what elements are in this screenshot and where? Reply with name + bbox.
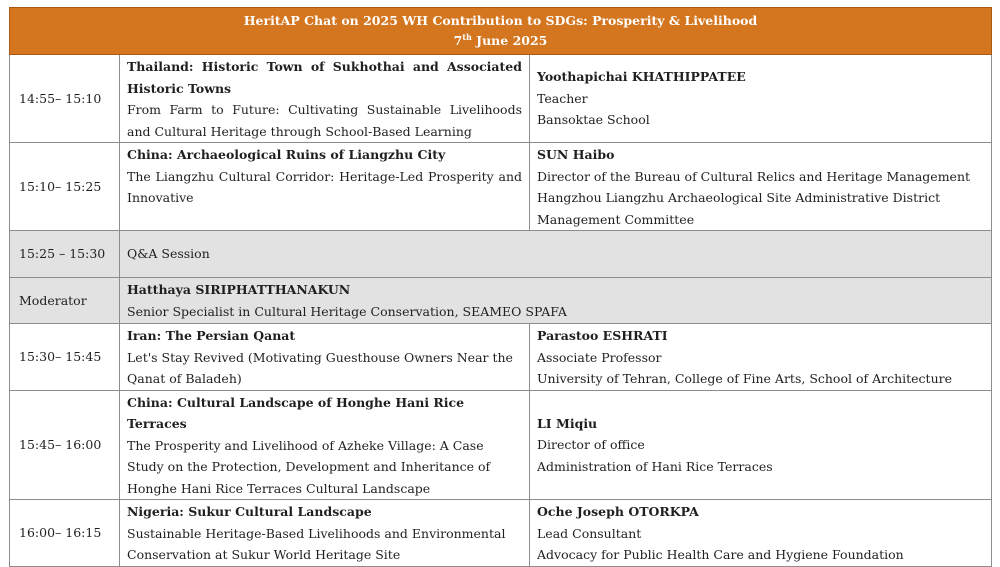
agenda-container	[9, 7, 991, 567]
presentation-cell	[120, 324, 530, 391]
moderator-label: Moderator	[10, 278, 120, 324]
time-slot: 15:30– 15:45	[10, 324, 120, 391]
speaker-org: Administration of Hani Rice Terraces	[537, 458, 773, 474]
talk-title: From Farm to Future: Cultivating Sustainable Livelihoods and Cultural Heritage through School-Based Learning	[127, 102, 522, 139]
speaker-role: Lead Consultant	[537, 525, 642, 541]
talk-title: The Liangzhu Cultural Corridor: Heritage-Led Prosperity and Innovative	[127, 168, 522, 205]
site-title: Iran: The Persian Qanat	[127, 328, 296, 343]
site-title: China: Cultural Landscape of Honghe Hani Rice Terraces	[127, 394, 465, 431]
time-slot: 15:45– 16:00	[10, 390, 120, 500]
time-slot: 15:25 – 15:30	[10, 231, 120, 278]
moderator-cell	[120, 278, 992, 324]
time-slot: 16:00– 16:15	[10, 500, 120, 567]
speaker-name: Oche Joseph OTORKPA	[537, 504, 699, 519]
moderator-name: Hatthaya SIRIPHATTHANAKUN	[127, 282, 351, 297]
speaker-role: Associate Professor	[537, 349, 662, 365]
talk-title: The Prosperity and Livelihood of Azheke Village: A Case Study on the Protection, Development and Inheritance of Honghe Hani Rice Terraces Cultural Landscape	[127, 437, 491, 496]
agenda-table	[9, 7, 992, 567]
speaker-cell	[530, 143, 992, 231]
speaker-role: Director of the Bureau of Cultural Relics and Heritage Management	[537, 168, 971, 184]
time-slot: 15:10– 15:25	[10, 143, 120, 231]
session-row	[10, 390, 992, 500]
header-cell	[10, 8, 992, 55]
speaker-role: Teacher	[537, 90, 588, 106]
speaker-org: Hangzhou Liangzhu Archaeological Site Administrative District Management Committee	[537, 190, 941, 227]
presentation-cell	[120, 390, 530, 500]
speaker-cell	[530, 324, 992, 391]
event-title: HeritAP Chat on 2025 WH Contribution to SDGs: Prosperity & Livelihood	[243, 13, 758, 28]
site-title: Thailand: Historic Town of Sukhothai and Associated Historic Towns	[127, 59, 522, 96]
site-title: China: Archaeological Ruins of Liangzhu City	[127, 147, 446, 162]
speaker-name: LI Miqiu	[537, 415, 598, 431]
speaker-name: SUN Haibo	[537, 147, 615, 162]
talk-title: Let's Stay Revived (Motivating Guesthouse Owners Near the Qanat of Baladeh)	[127, 349, 513, 386]
session-row	[10, 55, 992, 143]
session-row	[10, 143, 992, 231]
speaker-org: Bansoktae School	[537, 112, 650, 128]
speaker-org: University of Tehran, College of Fine Arts, School of Architecture	[537, 371, 952, 386]
speaker-role: Director of office	[537, 437, 645, 452]
session-row	[10, 500, 992, 567]
event-date: 7th June 2025	[453, 31, 548, 48]
qa-row	[10, 231, 992, 278]
speaker-name: Yoothapichai KHATHIPPATEE	[537, 69, 746, 85]
speaker-cell	[530, 500, 992, 567]
moderator-desc: Senior Specialist in Cultural Heritage Conservation, SEAMEO SPAFA	[127, 303, 567, 319]
qa-label: Q&A Session	[120, 231, 992, 278]
talk-title: Sustainable Heritage-Based Livelihoods and Environmental Conservation at Sukur World Heritage Site	[127, 525, 506, 562]
header-row	[10, 8, 992, 55]
speaker-org: Advocacy for Public Health Care and Hygiene Foundation	[537, 547, 904, 562]
presentation-cell	[120, 500, 530, 567]
moderator-row	[10, 278, 992, 324]
speaker-cell	[530, 55, 992, 143]
speaker-cell	[530, 390, 992, 500]
presentation-cell	[120, 55, 530, 143]
site-title: Nigeria: Sukur Cultural Landscape	[127, 504, 372, 519]
speaker-name: Parastoo ESHRATI	[537, 328, 668, 343]
session-row	[10, 324, 992, 391]
presentation-cell	[120, 143, 530, 231]
time-slot: 14:55– 15:10	[10, 55, 120, 143]
